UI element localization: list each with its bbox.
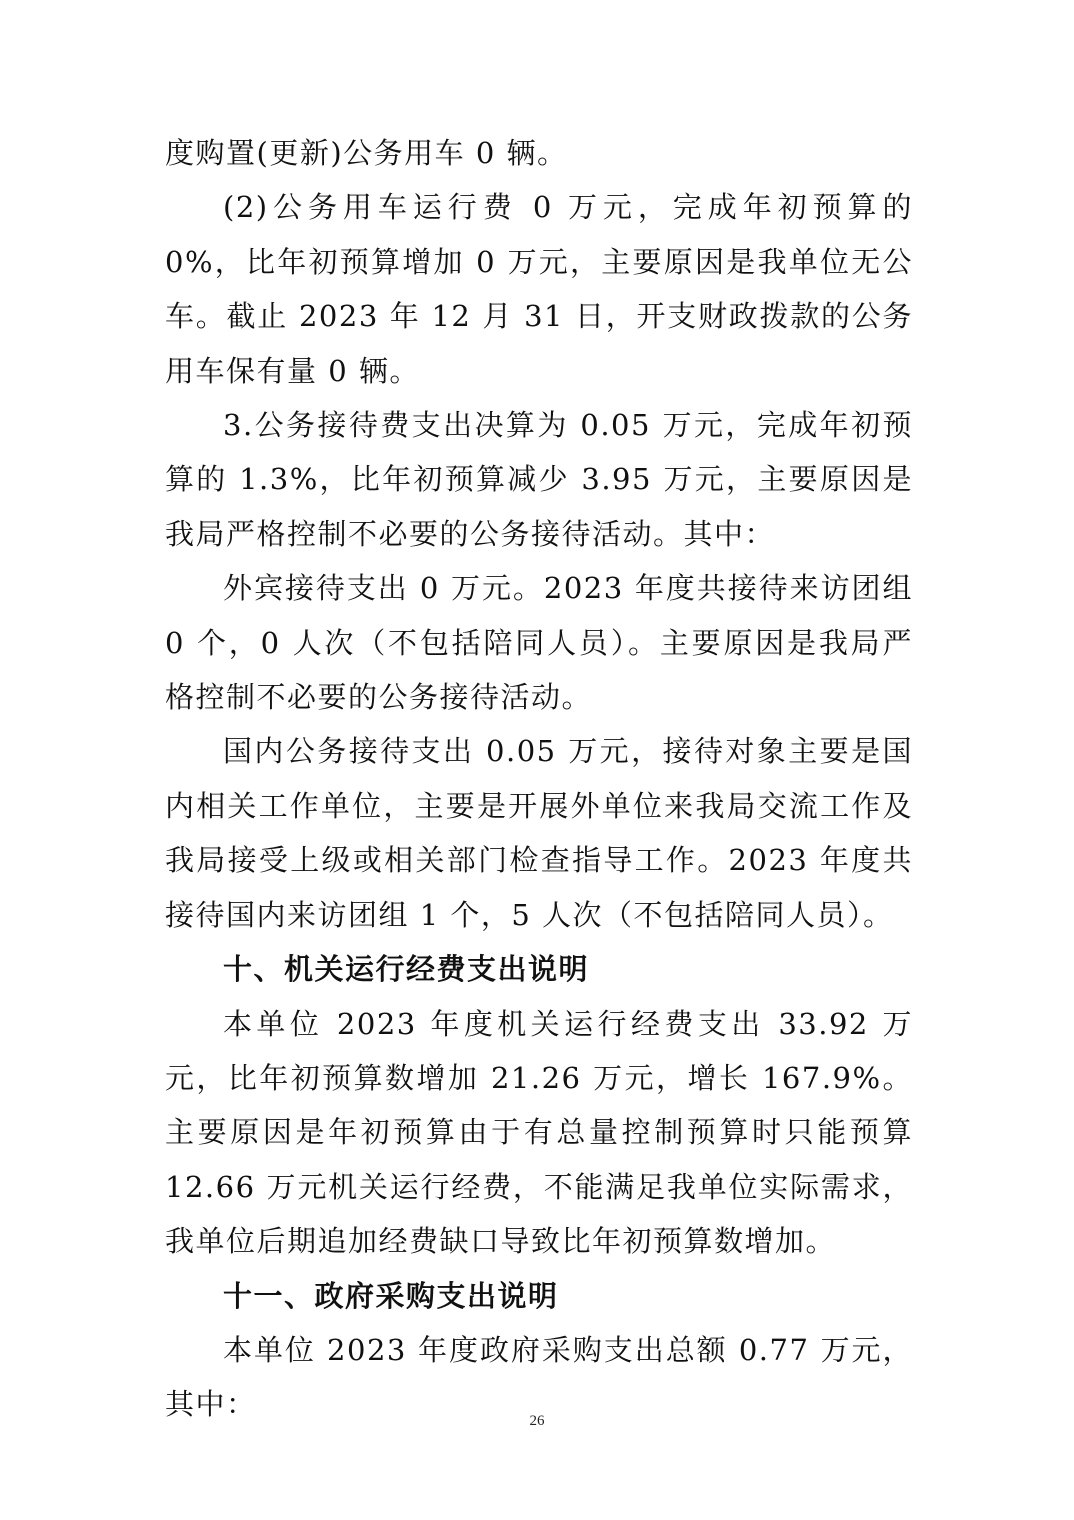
paragraph-reception-cost: 3.公务接待费支出决算为 0.05 万元，完成年初预算的 1.3%，比年初预算减少 3.95 万元，主要原因是我局严格控制不必要的公务接待活动。其中： [165, 408, 913, 551]
section-heading-operating-expenses: 十、机关运行经费支出说明 [223, 952, 590, 987]
paragraph-operating-expenses: 本单位 2023 年度机关运行经费支出 33.92 万元，比年初预算数增加 21.26 万元，增长 167.9%。主要原因是年初预算由于有总量控制预算时只能预算 12.66 万元机关运行经费，不能满足我单位实际需求，我单位后期追加经费缺口导致比年初预算数增加。 [165, 1006, 913, 1259]
paragraph-vehicle-purchase-tail: 度购置(更新)公务用车 0 辆。 [165, 136, 568, 170]
paragraph-government-procurement: 本单位 2023 年度政府采购支出总额 0.77 万元，其中： [165, 1332, 913, 1422]
document-body [165, 126, 913, 1432]
page-number: 26 [529, 1413, 545, 1429]
paragraph-vehicle-operating-cost: (2)公务用车运行费 0 万元，完成年初预算的 0%，比年初预算增加 0 万元，主要原因是我单位无公车。截止 2023 年 12 月 31 日，开支财政拨款的公务用车保有量 0 辆。 [165, 190, 913, 388]
section-heading-government-procurement: 十一、政府采购支出说明 [223, 1278, 559, 1313]
paragraph-domestic-reception: 国内公务接待支出 0.05 万元，接待对象主要是国内相关工作单位，主要是开展外单位来我局交流工作及我局接受上级或相关部门检查指导工作。2023 年度共接待国内来访团组 1 个，5 人次（不包括陪同人员）。 [165, 734, 913, 932]
paragraph-foreign-reception: 外宾接待支出 0 万元。2023 年度共接待来访团组 0 个，0 人次（不包括陪同人员）。主要原因是我局严格控制不必要的公务接待活动。 [165, 571, 913, 715]
